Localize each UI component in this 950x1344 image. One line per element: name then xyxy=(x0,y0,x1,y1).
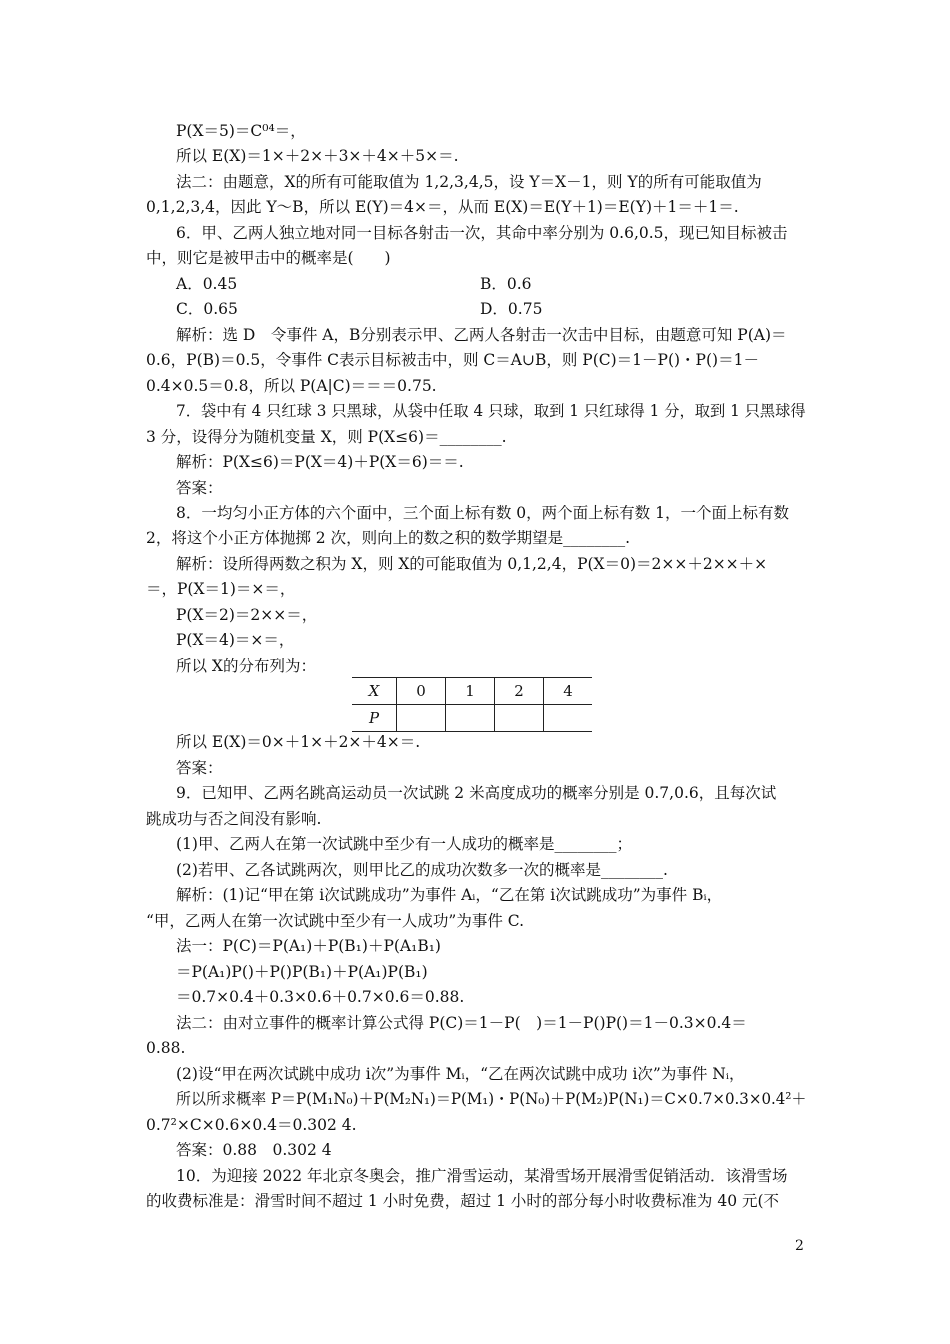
table-cell xyxy=(544,705,593,732)
table-cell xyxy=(495,705,544,732)
table-cell: X xyxy=(352,678,397,705)
table-cell: 1 xyxy=(446,678,495,705)
text-line: 0,1,2,3,4，因此 Y～B，所以 E(Y)＝4×＝，从而 E(X)＝E(Y＋1)＝E(Y)＋1＝＋1＝. xyxy=(146,198,739,216)
text-line: 9．已知甲、乙两名跳高运动员一次试跳 2 米高度成功的概率分别是 0.7,0.6，且每次试 xyxy=(176,784,777,802)
text-line: 法一：P(C)＝P(A₁)＋P(B₁)＋P(A₁B₁) xyxy=(176,937,441,955)
table-cell: 0 xyxy=(397,678,446,705)
distribution-table xyxy=(352,677,592,732)
text-line: 解析：P(X≤6)＝P(X＝4)＋P(X＝6)＝＝. xyxy=(176,453,464,471)
table-cell xyxy=(397,705,446,732)
text-line: 法二：由题意，X的所有可能取值为 1,2,3,4,5，设 Y＝X－1，则 Y的所有可能取值为 xyxy=(176,173,762,191)
text-line: (2)设“甲在两次试跳中成功 i次”为事件 Mᵢ，“乙在两次试跳中成功 i次”为事件 Nᵢ， xyxy=(176,1065,745,1083)
text-line: ＝0.7×0.4＋0.3×0.6＋0.7×0.6＝0.88. xyxy=(176,988,465,1006)
option-c: C．0.65 xyxy=(176,300,238,318)
option-a: A．0.45 xyxy=(176,275,238,293)
table-row xyxy=(352,705,592,732)
table-cell: P xyxy=(368,709,380,727)
text-line: 所以 X的分布列为： xyxy=(176,657,316,675)
table-cell: 4 xyxy=(544,678,593,705)
text-line: 法二：由对立事件的概率计算公式得 P(C)＝1－P( )＝1－P()P()＝1－0.3×0.4＝ xyxy=(176,1014,747,1032)
text-line: 所以所求概率 P＝P(M₁N₀)＋P(M₂N₁)＝P(M₁)・P(N₀)＋P(M₂)P(N₁)＝C×0.7×0.3×0.4²＋ xyxy=(176,1090,807,1108)
text-line: 0.6，P(B)＝0.5，令事件 C表示目标被击中，则 C＝A∪B，则 P(C)＝1－P()・P()＝1－ xyxy=(146,351,759,369)
text-line: 中，则它是被甲击中的概率是( ) xyxy=(146,249,391,267)
text-line: P(X＝5)＝C⁰⁴＝， xyxy=(176,122,306,140)
text-line: 所以 E(X)＝0×＋1×＋2×＋4×＝. xyxy=(176,733,421,751)
text-line: 0.88. xyxy=(146,1039,186,1057)
text-line: (2)若甲、乙各试跳两次，则甲比乙的成功次数多一次的概率是________. xyxy=(176,861,668,879)
text-line: 2，将这个小正方体抛掷 2 次，则向上的数之积的数学期望是________. xyxy=(146,529,631,547)
text-line: 解析：(1)记“甲在第 i次试跳成功”为事件 Aᵢ，“乙在第 i次试跳成功”为事件 Bᵢ， xyxy=(176,886,723,904)
text-line: 6．甲、乙两人独立地对同一目标各射击一次，其命中率分别为 0.6,0.5，现已知目标被击 xyxy=(176,224,788,242)
option-b: B．0.6 xyxy=(480,275,532,293)
text-line: ＝，P(X＝1)＝×＝， xyxy=(146,580,296,598)
text-line: 7．袋中有 4 只红球 3 只黑球，从袋中任取 4 只球，取到 1 只红球得 1 分，取到 1 只黑球得 xyxy=(176,402,806,420)
table-header-row xyxy=(352,678,592,705)
text-line: (1)甲、乙两人在第一次试跳中至少有一人成功的概率是________； xyxy=(176,835,632,853)
option-d: D．0.75 xyxy=(480,300,543,318)
table-cell: 2 xyxy=(495,678,544,705)
text-line: 8．一均匀小正方体的六个面中，三个面上标有数 0，两个面上标有数 1，一个面上标有数 xyxy=(176,504,789,522)
answer-label: 答案：0.88 0.302 4 xyxy=(176,1141,332,1159)
text-line: ＝P(A₁)P()＋P()P(B₁)＋P(A₁)P(B₁) xyxy=(176,963,428,981)
text-line: 的收费标准是：滑雪时间不超过 1 小时免费，超过 1 小时的部分每小时收费标准为 40 元(不 xyxy=(146,1192,780,1210)
text-line: 跳成功与否之间没有影响. xyxy=(146,810,322,828)
text-line: 3 分，设得分为随机变量 X，则 P(X≤6)＝________. xyxy=(146,428,507,446)
text-line: 0.7²×C×0.6×0.4＝0.302 4. xyxy=(146,1116,357,1134)
text-line: 10．为迎接 2022 年北京冬奥会，推广滑雪运动，某滑雪场开展滑雪促销活动．该滑雪场 xyxy=(176,1167,788,1185)
text-line: P(X＝4)＝×＝， xyxy=(176,631,295,649)
text-line: 0.4×0.5＝0.8，所以 P(A|C)＝＝＝0.75. xyxy=(146,377,437,395)
page-number: 2 xyxy=(795,1238,804,1254)
text-line: 解析：设所得两数之积为 X，则 X的可能取值为 0,1,2,4，P(X＝0)＝2××＋2××＋× xyxy=(176,555,768,573)
answer-label: 答案： xyxy=(176,759,223,777)
answer-label: 答案： xyxy=(176,479,223,497)
text-line: 解析：选 D 令事件 A，B分别表示甲、乙两人各射击一次击中目标，由题意可知 P(A)＝ xyxy=(176,326,787,344)
table-cell xyxy=(446,705,495,732)
text-line: 所以 E(X)＝1×＋2×＋3×＋4×＋5×＝. xyxy=(176,147,459,165)
text-line: “甲，乙两人在第一次试跳中至少有一人成功”为事件 C. xyxy=(146,912,525,930)
text-line: P(X＝2)＝2××＝， xyxy=(176,606,318,624)
